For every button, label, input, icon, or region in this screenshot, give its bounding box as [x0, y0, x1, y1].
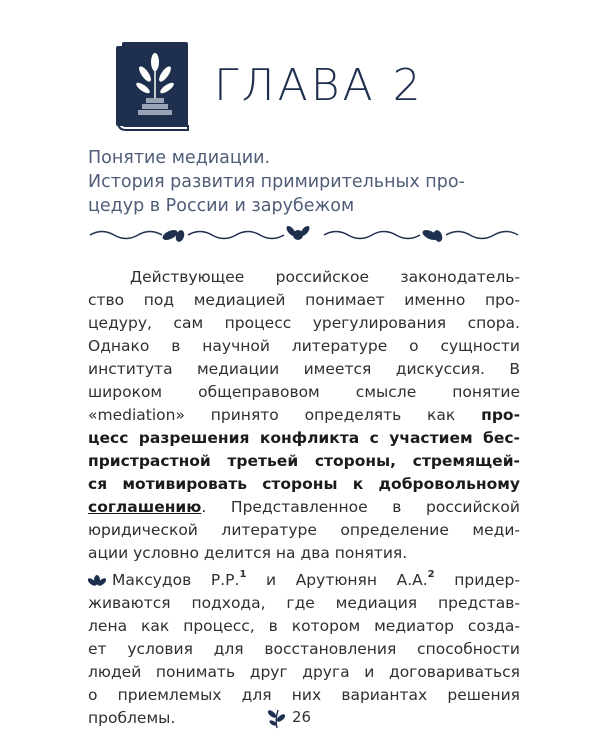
emphasis-text: про-: [481, 406, 520, 424]
text-line: широком общеправовом смысле понятие: [88, 383, 520, 401]
subtitle-line: цедур в России и зарубежом: [88, 196, 355, 216]
text-line: ации условно делится на два понятия.: [88, 544, 408, 562]
emphasis-line: пристрастной третьей стороны, стремящей-: [88, 452, 520, 470]
text-line: ство под медиацией понимает именно про-: [88, 291, 520, 309]
body-text: [88, 266, 520, 730]
text-line: юридической литературе определение меди-: [88, 521, 520, 539]
decorative-divider: [88, 225, 520, 245]
paragraph-1: [88, 266, 520, 565]
subtitle-line: Понятие медиации.: [88, 148, 271, 168]
paragraph-2: [88, 569, 520, 730]
text-run: и Арутюнян А.А.: [246, 571, 428, 589]
text-run: . Представленное в российской: [201, 498, 520, 516]
text-line: Действующее российское законодатель-: [130, 268, 520, 286]
text-line: ет условия для восстановления способности: [88, 640, 520, 658]
text-line: о приемлемых для них вариантах решения: [88, 686, 520, 704]
text-run: придер-: [434, 571, 520, 589]
emphasis-line: ся мотивировать стороны к добровольному: [88, 475, 520, 493]
chapter-book-icon: [112, 40, 192, 132]
emphasis-line: цесс разрешения конфликта с участием бес-: [88, 429, 520, 447]
text-line: [88, 496, 520, 519]
chapter-title: ГЛАВА 2: [214, 60, 424, 111]
subtitle-line: История развития примирительных про-: [88, 172, 465, 192]
emphasis-underlined: соглашению: [88, 498, 202, 516]
text-line: живаются подхода, где медиация представ-: [88, 594, 520, 612]
text-line: института медиации имеется дискуссия. В: [88, 360, 520, 378]
page-number: 26: [292, 708, 312, 726]
chapter-subtitle: [88, 146, 518, 218]
author-name: Максудов Р.Р.: [112, 571, 240, 589]
footnote-ref[interactable]: 2: [427, 569, 435, 580]
text-line: лена как процесс, в котором медиатор созда-: [88, 617, 520, 635]
text-line: цедуру, сам процесс урегулирования спора.: [88, 314, 520, 332]
text-line: [88, 569, 520, 592]
text-line: [88, 404, 520, 427]
text-line: проблемы.: [88, 709, 176, 727]
leaf-bullet-icon: [88, 570, 106, 582]
text-run: «mediation» принято определять как: [88, 406, 482, 424]
leaf-sprig-icon: [266, 706, 288, 730]
text-line: Однако в научной литературе о сущности: [88, 337, 520, 355]
text-line: людей понимать друг друга и договариваться: [88, 663, 520, 681]
footnote-ref[interactable]: 1: [239, 569, 247, 580]
